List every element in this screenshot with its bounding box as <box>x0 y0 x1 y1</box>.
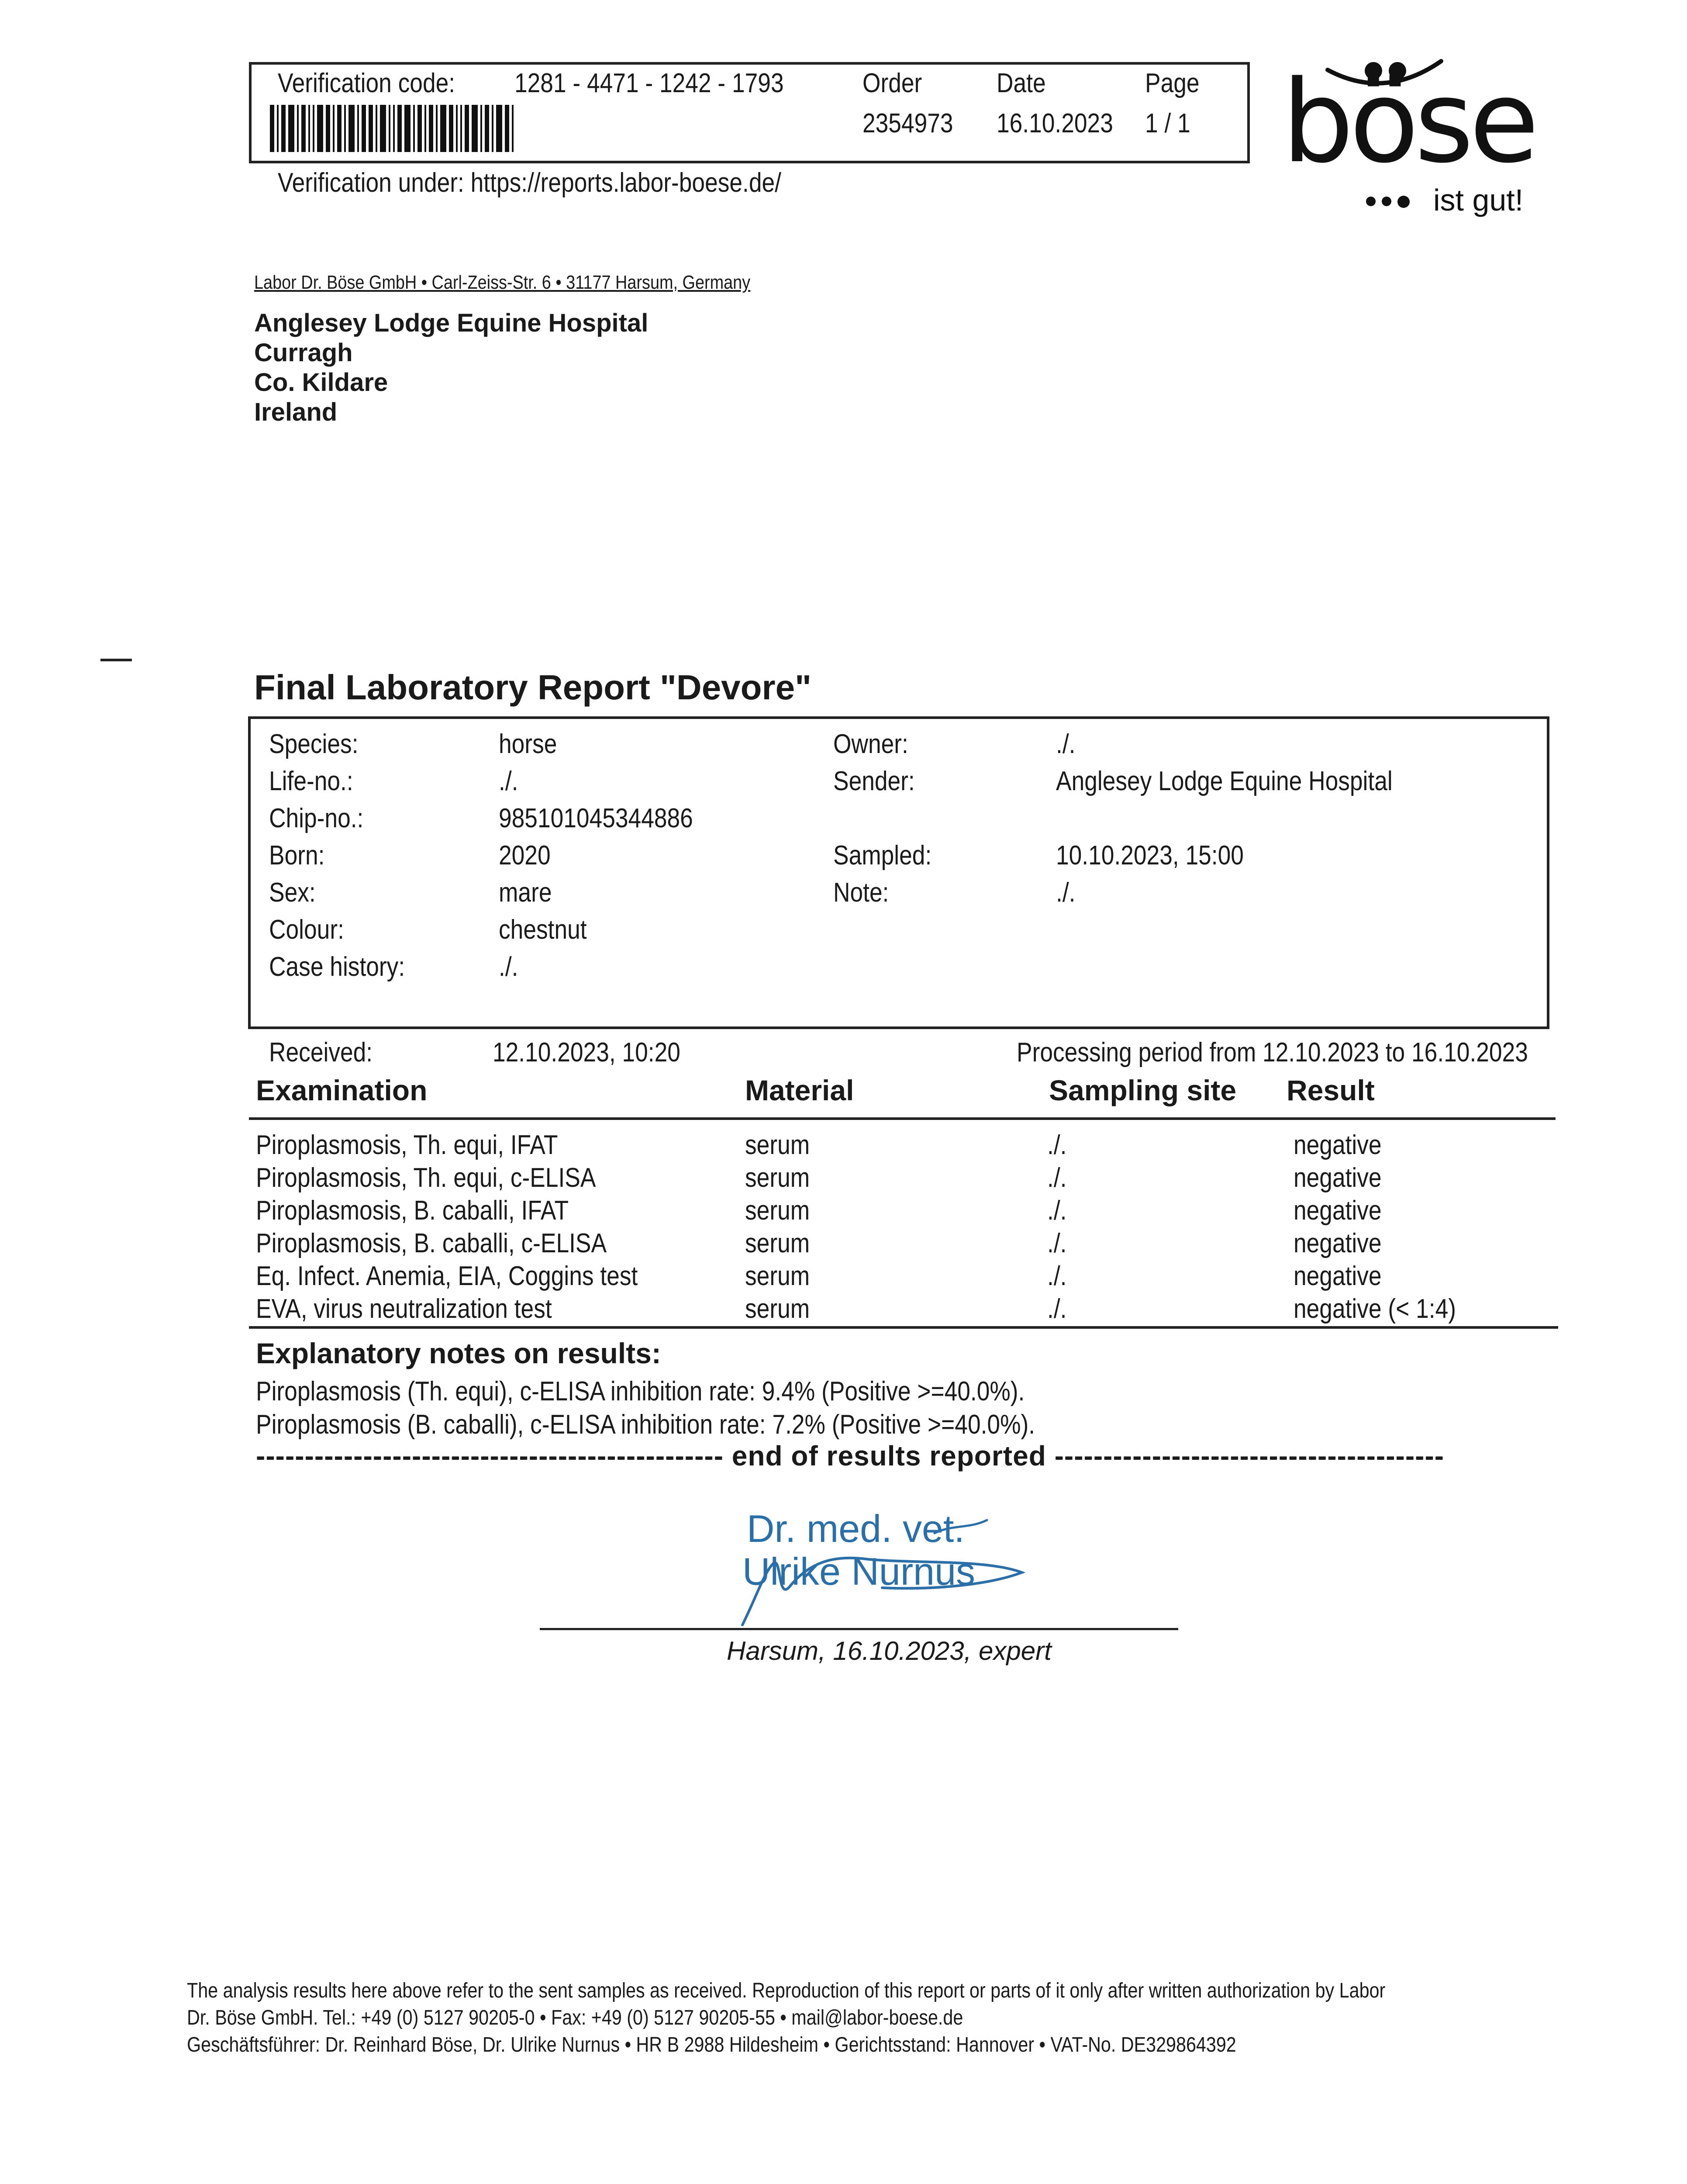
chip-no-label: Chip-no.: <box>269 803 364 833</box>
processing-period: Processing period from 12.10.2023 to 16.10.2023 <box>1017 1037 1528 1068</box>
row-6-site: ./. <box>1047 1294 1067 1324</box>
sender-value: Anglesey Lodge Equine Hospital <box>1056 766 1393 796</box>
table-header-rule <box>249 1117 1556 1120</box>
sampled-value: 10.10.2023, 15:00 <box>1056 840 1244 871</box>
owner-label: Owner: <box>833 729 908 759</box>
received-label: Received: <box>269 1037 373 1068</box>
logo-tagline: ist gut! <box>1433 183 1524 217</box>
notes-title: Explanatory notes on results: <box>256 1337 661 1369</box>
row-2-material: serum <box>745 1163 810 1193</box>
page-number: 1 / 1 <box>1145 108 1190 138</box>
note-line-1: Piroplasmosis (Th. equi), c-ELISA inhibition rate: 9.4% (Positive >=40.0%). <box>256 1376 1025 1406</box>
logo-dot-icon <box>1366 197 1376 206</box>
barcode-bar <box>270 105 274 152</box>
barcode-bar <box>337 105 342 152</box>
barcode <box>270 105 593 152</box>
row-5-examination: Eq. Infect. Anemia, EIA, Coggins test <box>256 1261 638 1291</box>
row-4-site: ./. <box>1047 1228 1067 1258</box>
barcode-bar <box>393 105 395 152</box>
barcode-bar <box>465 105 469 152</box>
barcode-bar <box>456 105 458 152</box>
species-label: Species: <box>269 729 359 759</box>
species-value: horse <box>499 729 557 759</box>
recipient-line-3: Co. Kildare <box>254 368 388 397</box>
barcode-bar <box>308 105 310 152</box>
date-value: 16.10.2023 <box>997 108 1113 138</box>
barcode-bar <box>317 105 323 152</box>
animal-info-box <box>248 716 1549 1029</box>
barcode-bar <box>297 105 299 152</box>
stamp-title-text: Dr. med. vet. <box>747 1507 965 1550</box>
barcode-bar <box>480 105 482 152</box>
row-1-result: negative <box>1294 1130 1382 1160</box>
end-of-results-line: ------------------------------------------------ end of results reported ---------------------------------------- <box>256 1440 1445 1472</box>
signature-caption: Harsum, 16.10.2023, expert <box>727 1636 1052 1666</box>
fold-mark <box>100 659 132 661</box>
page-label: Page <box>1145 68 1200 98</box>
recipient-country: Ireland <box>254 398 338 426</box>
case-history-value: ./. <box>499 952 518 982</box>
barcode-bar <box>357 105 359 152</box>
barcode-bar <box>380 105 386 152</box>
received-value: 12.10.2023, 10:20 <box>493 1037 680 1068</box>
barcode-bar <box>472 105 478 152</box>
colour-value: chestnut <box>499 915 587 945</box>
sender-address-line: Labor Dr. Böse GmbH • Carl-Zeiss-Str. 6 • 31177 Harsum, Germany <box>254 272 751 293</box>
row-6-result: negative (< 1:4) <box>1294 1294 1456 1324</box>
sex-label: Sex: <box>269 878 316 908</box>
row-6-material: serum <box>745 1294 810 1324</box>
row-6-examination: EVA, virus neutralization test <box>256 1294 552 1324</box>
row-4-result: negative <box>1294 1228 1382 1258</box>
barcode-bar <box>429 105 433 152</box>
note-value: ./. <box>1056 878 1076 908</box>
row-5-site: ./. <box>1047 1261 1067 1291</box>
column-header-material: Material <box>745 1074 854 1106</box>
row-1-examination: Piroplasmosis, Th. equi, IFAT <box>256 1130 558 1160</box>
barcode-bar <box>485 105 489 152</box>
column-header-sampling-site: Sampling site <box>1049 1074 1237 1106</box>
date-label: Date <box>997 68 1046 98</box>
footer-line-2: Dr. Böse GmbH. Tel.: +49 (0) 5127 90205-0 • Fax: +49 (0) 5127 90205-55 • mail@labor-boese.de <box>187 2006 963 2029</box>
row-2-site: ./. <box>1047 1163 1067 1193</box>
case-history-label: Case history: <box>269 952 405 982</box>
life-no-value: ./. <box>499 766 518 796</box>
recipient-line-2: Curragh <box>254 339 353 367</box>
verification-code-label: Verification code: <box>278 68 455 98</box>
row-1-site: ./. <box>1047 1130 1067 1160</box>
signature-stamp <box>725 1503 1057 1634</box>
stamp-name-text: Ulrike Nurnus <box>742 1550 976 1593</box>
verification-url: Verification under: https://reports.labor-boese.de/ <box>278 168 781 198</box>
barcode-bar <box>505 105 509 152</box>
barcode-bar <box>326 105 330 152</box>
barcode-bar <box>404 105 411 152</box>
barcode-bar <box>369 105 373 152</box>
note-line-2: Piroplasmosis (B. caballi), c-ELISA inhibition rate: 7.2% (Positive >=40.0%). <box>256 1410 1035 1440</box>
footer-line-1: The analysis results here above refer to the sent samples as received. Reproduction of this report or parts of it only after written authorization by Labor <box>187 1979 1386 2002</box>
barcode-bar <box>281 105 286 152</box>
barcode-bar <box>288 105 294 152</box>
row-5-material: serum <box>745 1261 810 1291</box>
barcode-bar <box>440 105 446 152</box>
barcode-bar <box>348 105 355 152</box>
table-bottom-rule <box>249 1326 1558 1329</box>
barcode-bar <box>449 105 453 152</box>
born-label: Born: <box>269 840 325 871</box>
order-label: Order <box>862 68 922 98</box>
sampled-label: Sampled: <box>833 840 932 871</box>
barcode-bar <box>417 105 422 152</box>
column-header-examination: Examination <box>256 1074 428 1106</box>
life-no-label: Life-no.: <box>269 766 353 796</box>
footer-line-3: Geschäftsführer: Dr. Reinhard Böse, Dr. Ulrike Nurnus • HR B 2988 Hildesheim • Gerichtsstand: Hannover • VAT-No. DE329864392 <box>187 2033 1236 2056</box>
barcode-bar <box>492 105 493 152</box>
barcode-bar <box>362 105 366 152</box>
row-3-site: ./. <box>1047 1196 1067 1226</box>
sex-value: mare <box>499 878 552 908</box>
row-2-result: negative <box>1294 1163 1382 1193</box>
logo-dot-icon <box>1397 196 1410 208</box>
barcode-bar <box>301 105 306 152</box>
row-4-examination: Piroplasmosis, B. caballi, c-ELISA <box>256 1228 607 1258</box>
row-4-material: serum <box>745 1228 810 1258</box>
owner-value: ./. <box>1056 729 1076 759</box>
barcode-bar <box>424 105 426 152</box>
barcode-bar <box>313 105 314 152</box>
barcode-bar <box>397 105 402 152</box>
recipient-name: Anglesey Lodge Equine Hospital <box>254 309 649 337</box>
row-3-examination: Piroplasmosis, B. caballi, IFAT <box>256 1196 569 1226</box>
sender-label: Sender: <box>833 766 915 796</box>
barcode-bar <box>344 105 346 152</box>
barcode-bar <box>512 105 514 152</box>
barcode-bar <box>389 105 390 152</box>
row-5-result: negative <box>1294 1261 1382 1291</box>
verification-code: 1281 - 4471 - 1242 - 1793 <box>514 68 784 98</box>
barcode-bar <box>413 105 415 152</box>
report-title: Final Laboratory Report "Devore" <box>254 668 812 707</box>
barcode-bar <box>436 105 438 152</box>
barcode-bar <box>277 105 279 152</box>
note-label: Note: <box>833 878 889 908</box>
barcode-bar <box>333 105 335 152</box>
row-3-material: serum <box>745 1196 810 1226</box>
chip-no-value: 985101045344886 <box>499 803 693 833</box>
barcode-bar <box>460 105 462 152</box>
signature-line <box>540 1628 1178 1630</box>
row-1-material: serum <box>745 1130 810 1160</box>
barcode-bar <box>496 105 502 152</box>
logo-dot-icon <box>1382 197 1391 206</box>
colour-label: Colour: <box>269 915 344 945</box>
born-value: 2020 <box>499 840 551 871</box>
column-header-result: Result <box>1287 1074 1375 1106</box>
logo-wordmark: böse <box>1282 56 1535 188</box>
row-3-result: negative <box>1294 1196 1382 1226</box>
row-2-examination: Piroplasmosis, Th. equi, c-ELISA <box>256 1163 596 1193</box>
barcode-bar <box>376 105 377 152</box>
order-number: 2354973 <box>862 108 953 138</box>
